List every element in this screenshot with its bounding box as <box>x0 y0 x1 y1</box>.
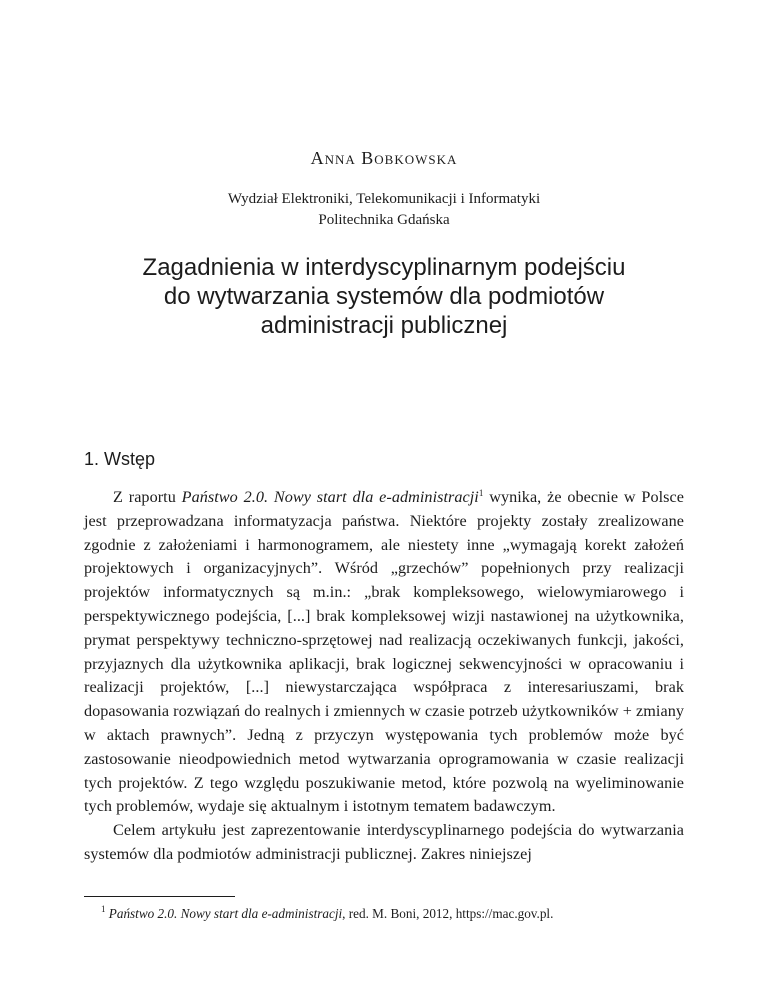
footnote-title: Państwo 2.0. Nowy start dla e-administracji <box>108 906 343 921</box>
paragraph: Celem artykułu jest zaprezentowanie interdyscyplinarnego podejścia do wytwarzania systemów dla podmiotów administracji publicznej. Zakres niniejszej <box>84 821 684 863</box>
footnote-details: , red. M. Boni, 2012, https://mac.gov.pl. <box>342 906 554 921</box>
affiliation-line: Wydział Elektroniki, Telekomunikacji i Informatyki <box>227 191 541 207</box>
footnote <box>101 905 686 922</box>
title-line: Zagadnienia w interdyscyplinarnym podejściu <box>142 254 626 281</box>
footnote-number: 1 <box>101 904 106 914</box>
paragraph <box>84 486 684 819</box>
title-line: administracji publicznej <box>260 312 508 339</box>
title-line: do wytwarzania systemów dla podmiotów <box>163 283 605 310</box>
paragraph-lead: Z raportu <box>113 488 182 506</box>
footnote-ref[interactable]: 1 <box>478 488 484 498</box>
section-heading <box>84 449 155 470</box>
paper-title <box>84 253 684 340</box>
section-title: Wstęp <box>104 449 156 469</box>
section-number: 1. <box>84 449 100 469</box>
affiliation-line: Politechnika Gdańska <box>318 212 450 228</box>
author-name: Anna Bobkowska <box>310 148 458 168</box>
footnote-divider <box>84 896 235 897</box>
paragraph-text: wynika, że obecnie w Polsce jest przeprowadzana informatyzacja państwa. Niektóre projekty zostały zrealizowane zgodnie z założeniami i harmonogramem, ale niestety inne „wymagają korekt założeń projektowych i organizacyjnych”. Wśród „grzechów” popełnionych przy realizacji projektów informatycznych są m.in.: „brak kompleksowego, wielowymiarowego i perspektywicznego podejścia, [...] brak kompleksowej wizji nastawionej na użytkownika, prymat perspektywy techniczno-sprzętowej nad realizacją oczekiwanych funkcji, jakości, przyjaznych dla użytkownika aplikacji, brak logicznej sekwencyjności w opracowaniu i realizacji projektów, [...] niewystarczająca współpraca z interesariuszami, brak dopasowania rozwiązań do realnych i zmiennych w czasie potrzeb użytkowników + zmiany w aktach prawnych”. Jedną z przyczyn występowania tych problemów może być zastosowanie nieodpowiednich metod wytwarzania oprogramowania w czasie realizacji tych projektów. Z tego względu poszukiwanie metod, które pozwolą na wyeliminowanie tych problemów, wydaje się aktualnym i istotnym tematem badawczym. <box>84 488 684 816</box>
body-text <box>84 486 684 867</box>
report-title: Państwo 2.0. Nowy start dla e-administracji <box>181 488 479 506</box>
affiliation <box>0 189 768 231</box>
